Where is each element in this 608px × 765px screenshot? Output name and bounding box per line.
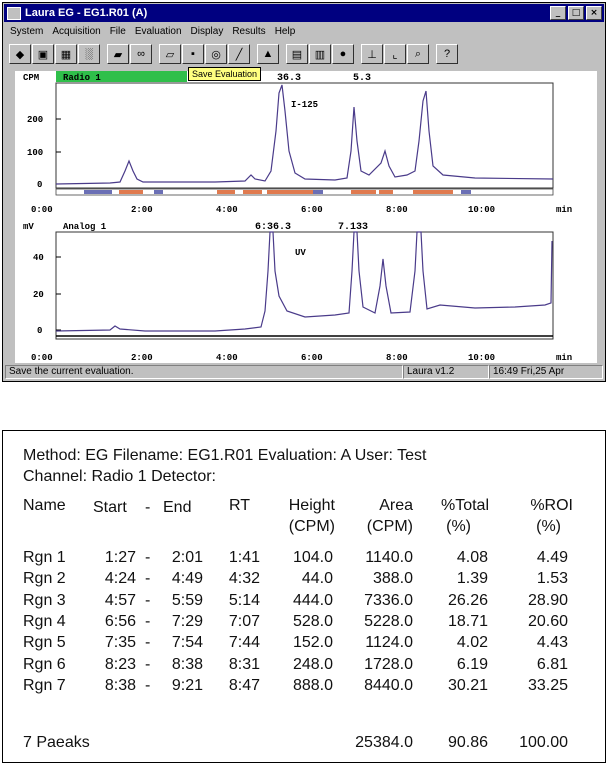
region-marker-1[interactable] — [84, 190, 112, 194]
row-end: 7:29 — [171, 612, 203, 630]
evaluation-report — [2, 430, 606, 763]
col-header-total: %Total — [440, 497, 489, 514]
col-header-area: Area — [379, 497, 413, 514]
row-start: 7:35 — [104, 634, 136, 652]
row-total: 4.02 — [456, 634, 488, 652]
radio-xtick-8: 8:00 — [386, 205, 408, 215]
col-header-height-unit: (CPM) — [288, 518, 335, 535]
row-start: 8:38 — [104, 676, 136, 694]
binoculars-icon[interactable]: ◎ — [205, 44, 227, 64]
radio-xtick-10: 10:00 — [468, 205, 496, 215]
analog-xtick-4: 4:00 — [216, 353, 238, 363]
radio-annotation: I-125 — [291, 100, 319, 110]
analog-xtick-6: 6:00 — [301, 353, 323, 363]
row-roi: 4.49 — [536, 549, 568, 566]
row-dash: - — [145, 676, 151, 694]
report-icon[interactable]: ▤ — [286, 44, 308, 64]
zoom-axis-icon[interactable]: ⌞ — [384, 44, 406, 64]
col-header-end: End — [163, 499, 192, 516]
col-header-height: Height — [288, 497, 335, 514]
region-marker-4[interactable] — [217, 190, 235, 194]
radio-peak-label-1: 36.3 — [277, 73, 302, 84]
radio-channel-label: Radio 1 — [63, 73, 101, 83]
radio-ytick-200: 200 — [27, 115, 44, 125]
menu-file[interactable]: File — [109, 26, 126, 37]
radio-xtick-6: 6:00 — [301, 205, 323, 215]
row-area: 388.0 — [372, 570, 413, 588]
radio-xtick-4: 4:00 — [216, 205, 238, 215]
radio-peak-label-2: 5.3 — [353, 73, 372, 84]
row-total: 1.39 — [456, 570, 488, 588]
status-message: Save the current evaluation. — [5, 365, 403, 379]
row-end: 8:38 — [171, 655, 203, 673]
row-start: 1:27 — [104, 549, 136, 566]
row-area: 7336.0 — [364, 591, 413, 609]
report-method-line: Method: EG Filename: EG1.R01 Evaluation: A User: Test — [23, 447, 427, 464]
window-title: Laura EG - EG1.R01 (A) — [25, 7, 148, 19]
analog-xtick-2: 2:00 — [131, 353, 153, 363]
row-name: Rgn 7 — [23, 676, 66, 694]
region-marker-2[interactable] — [119, 190, 143, 194]
col-header-name: Name — [23, 497, 66, 514]
status-bar — [5, 365, 603, 379]
row-total: 4.08 — [456, 549, 488, 566]
row-total: 26.26 — [447, 591, 488, 609]
menu-help[interactable]: Help — [274, 26, 296, 37]
analog-xtick-8: 8:00 — [386, 353, 408, 363]
region-marker-11[interactable] — [461, 190, 471, 194]
status-version: Laura v1.2 — [403, 365, 489, 379]
radio-plot-frame — [56, 83, 553, 188]
analog-unit-label: mV — [23, 222, 34, 232]
minimize-button[interactable]: _ — [550, 6, 566, 20]
region-marker-8[interactable] — [351, 190, 376, 194]
row-name: Rgn 4 — [23, 612, 66, 630]
row-rt: 7:07 — [228, 612, 260, 630]
laura-window — [2, 2, 606, 382]
zoom-icon[interactable]: ⌕ — [407, 44, 429, 64]
region-marker-6[interactable] — [267, 190, 313, 194]
region-marker-3[interactable] — [154, 190, 163, 194]
row-rt: 8:47 — [228, 676, 260, 694]
analog-ytick-0: 0 — [37, 326, 43, 336]
totals-label: 7 Paeaks — [23, 734, 90, 751]
row-area: 5228.0 — [364, 612, 413, 630]
row-name: Rgn 3 — [23, 591, 66, 609]
app-icon — [7, 7, 21, 20]
row-end: 9:21 — [171, 676, 203, 694]
menu-results[interactable]: Results — [232, 26, 266, 37]
totals-area: 25384.0 — [355, 734, 413, 751]
region-marker-10[interactable] — [413, 190, 453, 194]
integrate-icon[interactable]: ▲ — [257, 44, 279, 64]
analog-xtick-0: 0:00 — [31, 353, 53, 363]
print-icon[interactable]: ▥ — [309, 44, 331, 64]
analog-x-unit: min — [556, 353, 573, 363]
tooltip: Save Evaluation — [188, 67, 261, 81]
maximize-button[interactable]: □ — [568, 6, 584, 20]
save-evaluation-icon[interactable]: ▪ — [182, 44, 204, 64]
pen-icon[interactable]: ╱ — [228, 44, 250, 64]
analog-channel-label[interactable]: Analog 1 — [63, 222, 107, 232]
radio-ytick-100: 100 — [27, 148, 44, 158]
row-area: 8440.0 — [364, 676, 413, 694]
row-end: 4:49 — [171, 570, 203, 588]
row-roi: 28.90 — [527, 591, 568, 609]
glasses-icon[interactable]: ∞ — [130, 44, 152, 64]
row-roi: 1.53 — [536, 570, 568, 588]
row-start: 4:57 — [104, 591, 136, 609]
menu-acquisition[interactable]: Acquisition — [52, 26, 101, 37]
col-header-total-unit: (%) — [446, 518, 471, 535]
row-area: 1728.0 — [364, 655, 413, 673]
row-name: Rgn 5 — [23, 634, 66, 652]
row-dash: - — [145, 655, 151, 673]
acquire-icon[interactable]: ◆ — [9, 44, 31, 64]
row-height: 444.0 — [292, 591, 333, 609]
col-header-area-unit: (CPM) — [366, 518, 413, 535]
row-end: 7:54 — [171, 634, 203, 652]
region-marker-7[interactable] — [313, 190, 323, 194]
monitor-icon[interactable]: ▣ — [32, 44, 54, 64]
row-height: 888.0 — [292, 676, 333, 694]
row-roi: 20.60 — [527, 612, 568, 630]
analog-peak-label-1: 6:36.3 — [255, 222, 292, 233]
row-rt: 7:44 — [228, 634, 260, 652]
row-dash: - — [145, 612, 151, 630]
globe-icon[interactable]: ● — [332, 44, 354, 64]
totals-roi: 100.00 — [519, 734, 568, 751]
row-rt: 5:14 — [228, 591, 260, 609]
row-dash: - — [145, 549, 151, 566]
row-start: 6:56 — [104, 612, 136, 630]
row-height: 44.0 — [301, 570, 333, 588]
row-roi: 33.25 — [527, 676, 568, 694]
radio-xtick-2: 2:00 — [131, 205, 153, 215]
row-rt: 8:31 — [228, 655, 260, 673]
row-dash: - — [145, 591, 151, 609]
menu-evaluation[interactable]: Evaluation — [134, 26, 182, 37]
radio-unit-label: CPM — [23, 73, 40, 83]
menu-bar — [7, 24, 301, 42]
report-channel-line: Channel: Radio 1 Detector: — [23, 468, 216, 485]
open-folder-icon[interactable]: ▰ — [107, 44, 129, 64]
radio-x-unit: min — [556, 205, 573, 215]
region-marker-5[interactable] — [243, 190, 262, 194]
row-rt: 1:41 — [228, 549, 260, 566]
grid-icon[interactable]: ░ — [78, 44, 100, 64]
row-area: 1140.0 — [365, 549, 413, 566]
row-name: Rgn 2 — [23, 570, 66, 588]
row-height: 152.0 — [292, 634, 333, 652]
chromatogram-area — [15, 71, 597, 363]
row-name: Rgn 6 — [23, 655, 66, 673]
row-dash: - — [145, 634, 151, 652]
analog-annotation: UV — [295, 248, 306, 258]
row-end: 2:01 — [171, 549, 203, 566]
open-evaluation-icon[interactable]: ▱ — [159, 44, 181, 64]
status-datetime: 16:49 Fri,25 Apr — [489, 365, 603, 379]
col-header-roi: %ROI — [530, 497, 573, 514]
totals-total: 90.86 — [447, 734, 488, 751]
analog-peak-label-2: 7.133 — [338, 222, 369, 233]
row-total: 30.21 — [447, 676, 488, 694]
menu-display[interactable]: Display — [190, 26, 224, 37]
row-start: 8:23 — [104, 655, 136, 673]
row-end: 5:59 — [171, 591, 203, 609]
close-button[interactable]: × — [586, 6, 602, 20]
row-rt: 4:32 — [228, 570, 260, 588]
toolbar — [9, 43, 459, 65]
row-area: 1124.0 — [365, 634, 413, 652]
calculator-icon[interactable]: ▦ — [55, 44, 77, 64]
title-bar[interactable] — [4, 4, 604, 22]
row-name: Rgn 1 — [23, 549, 66, 566]
analog-trace — [56, 232, 552, 331]
menu-system[interactable]: System — [10, 26, 44, 37]
row-roi: 4.43 — [536, 634, 568, 652]
analog-xtick-10: 10:00 — [468, 353, 496, 363]
row-total: 18.71 — [447, 612, 488, 630]
col-header-dash: - — [145, 499, 151, 516]
help-icon[interactable]: ? — [436, 44, 458, 64]
analog-ytick-20: 20 — [33, 290, 44, 300]
radio-xtick-0: 0:00 — [31, 205, 53, 215]
radio-ytick-0: 0 — [37, 180, 43, 190]
col-header-start: Start — [93, 499, 127, 516]
row-height: 528.0 — [292, 612, 333, 630]
row-roi: 6.81 — [536, 655, 568, 673]
row-dash: - — [145, 570, 151, 588]
row-height: 104.0 — [292, 549, 333, 566]
row-height: 248.0 — [292, 655, 333, 673]
analog-ytick-40: 40 — [33, 253, 44, 263]
col-header-roi-unit: (%) — [536, 518, 561, 535]
col-header-rt: RT — [229, 497, 251, 514]
row-start: 4:24 — [104, 570, 136, 588]
region-marker-9[interactable] — [379, 190, 393, 194]
row-total: 6.19 — [456, 655, 488, 673]
axis-scale-icon[interactable]: ⊥ — [361, 44, 383, 64]
